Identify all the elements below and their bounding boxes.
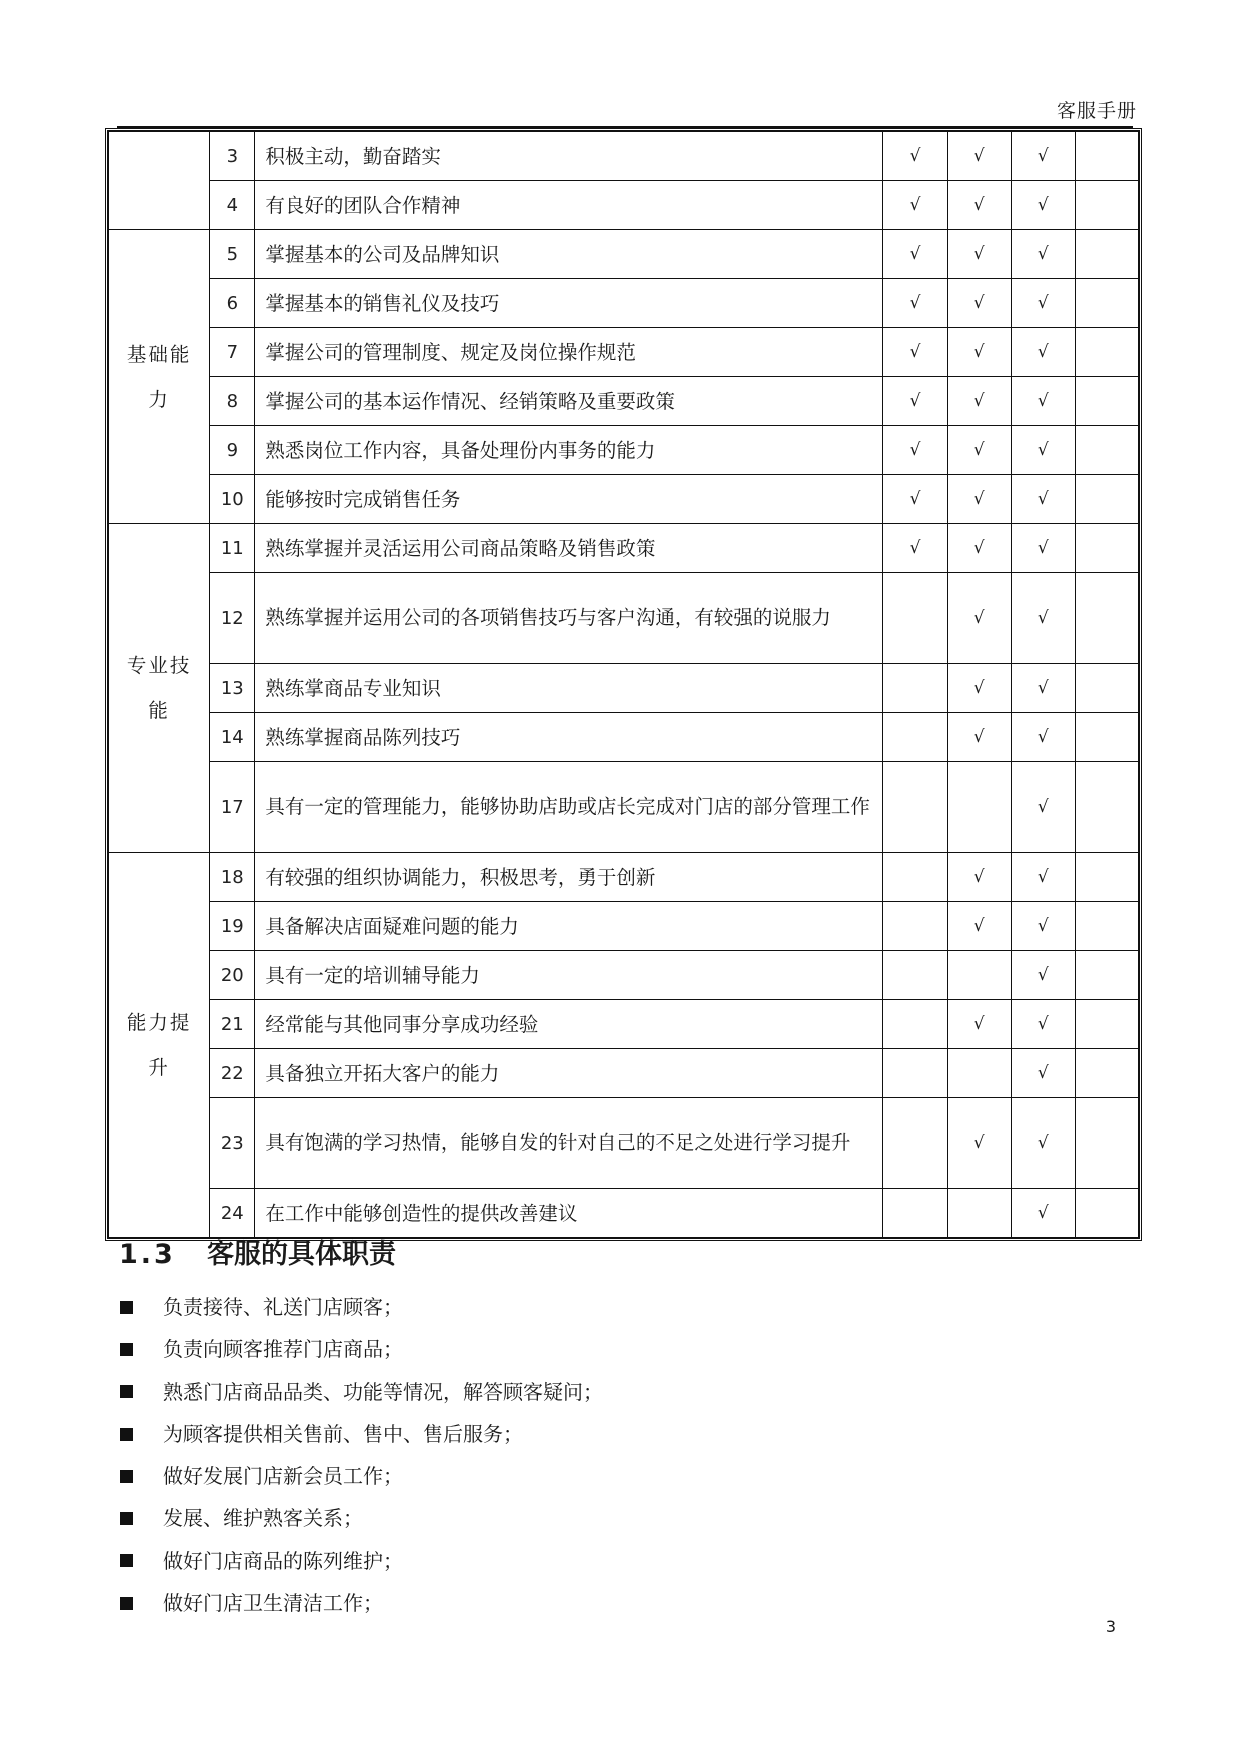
item-description: 积极主动，勤奋踏实 [255,132,883,181]
item-description: 熟练掌握并灵活运用公司商品策略及销售政策 [255,524,883,573]
check-cell-4 [1075,713,1138,762]
table-row [109,181,1139,230]
duty-item [119,1371,603,1413]
check-cell-2 [947,1189,1011,1238]
item-number: 24 [210,1189,255,1238]
check-cell-4 [1075,1098,1138,1189]
section-heading [119,1232,396,1271]
item-description: 具有一定的培训辅导能力 [255,951,883,1000]
check-cell-1 [883,1098,947,1189]
category-cell [109,132,210,230]
table-row [109,279,1139,328]
table-row [109,951,1139,1000]
item-number: 22 [210,1049,255,1098]
check-cell-3: √ [1011,951,1075,1000]
check-cell-1: √ [883,475,947,524]
table-row [109,426,1139,475]
check-cell-2: √ [947,377,1011,426]
duties-list [119,1286,603,1624]
item-description: 熟练掌商品专业知识 [255,664,883,713]
duty-text: 做好发展门店新会员工作； [163,1464,403,1489]
check-cell-1: √ [883,328,947,377]
check-cell-4 [1075,664,1138,713]
table-row [109,1049,1139,1098]
check-cell-3: √ [1011,902,1075,951]
check-cell-4 [1075,475,1138,524]
duty-item [119,1413,603,1455]
check-cell-3: √ [1011,426,1075,475]
section-title: 客服的具体职责 [207,1239,396,1270]
check-cell-1 [883,902,947,951]
item-description: 掌握公司的基本运作情况、经销策略及重要政策 [255,377,883,426]
duty-text: 发展、维护熟客关系； [163,1506,363,1531]
competency-table [105,128,1142,1241]
check-cell-1: √ [883,181,947,230]
check-cell-2: √ [947,524,1011,573]
item-number: 14 [210,713,255,762]
square-bullet-icon [120,1597,133,1610]
item-description: 有较强的组织协调能力，积极思考，勇于创新 [255,853,883,902]
item-description: 经常能与其他同事分享成功经验 [255,1000,883,1049]
check-cell-3: √ [1011,1189,1075,1238]
check-cell-2: √ [947,279,1011,328]
table-row [109,573,1139,664]
item-number: 8 [210,377,255,426]
item-number: 13 [210,664,255,713]
item-number: 11 [210,524,255,573]
item-number: 21 [210,1000,255,1049]
check-cell-3: √ [1011,1000,1075,1049]
item-description: 能够按时完成销售任务 [255,475,883,524]
square-bullet-icon [120,1385,133,1398]
item-description: 具备独立开拓大客户的能力 [255,1049,883,1098]
check-cell-3: √ [1011,1098,1075,1189]
table-row [109,132,1139,181]
item-number: 6 [210,279,255,328]
check-cell-3: √ [1011,181,1075,230]
check-cell-1 [883,1189,947,1238]
check-cell-1: √ [883,279,947,328]
check-cell-3: √ [1011,524,1075,573]
check-cell-2: √ [947,902,1011,951]
duty-item [119,1582,603,1624]
duty-text: 为顾客提供相关售前、售中、售后服务； [163,1421,523,1446]
check-cell-2: √ [947,713,1011,762]
check-cell-2 [947,951,1011,1000]
table-row [109,713,1139,762]
item-description: 具有一定的管理能力，能够协助店助或店长完成对门店的部分管理工作 [255,762,883,853]
check-cell-4 [1075,328,1138,377]
duty-item [119,1540,603,1582]
item-number: 17 [210,762,255,853]
check-cell-2: √ [947,475,1011,524]
check-cell-1: √ [883,524,947,573]
table-row [109,902,1139,951]
square-bullet-icon [120,1512,133,1525]
check-cell-3: √ [1011,573,1075,664]
table-row [109,1098,1139,1189]
check-cell-4 [1075,573,1138,664]
check-cell-2: √ [947,853,1011,902]
item-number: 10 [210,475,255,524]
check-cell-4 [1075,132,1138,181]
check-cell-2: √ [947,230,1011,279]
table-row [109,377,1139,426]
table-body [109,132,1139,1238]
duty-text: 负责接待、礼送门店顾客； [163,1295,403,1319]
item-number: 3 [210,132,255,181]
check-cell-1: √ [883,230,947,279]
item-number: 20 [210,951,255,1000]
item-description: 具备解决店面疑难问题的能力 [255,902,883,951]
check-cell-4 [1075,279,1138,328]
check-cell-1: √ [883,132,947,181]
check-cell-3: √ [1011,132,1075,181]
square-bullet-icon [120,1554,133,1567]
table-row [109,1000,1139,1049]
check-cell-3: √ [1011,713,1075,762]
check-cell-2: √ [947,132,1011,181]
category-cell: 能力提升 [109,853,210,1238]
item-description: 在工作中能够创造性的提供改善建议 [255,1189,883,1238]
check-cell-1 [883,573,947,664]
item-description: 熟练掌握并运用公司的各项销售技巧与客户沟通，有较强的说服力 [255,573,883,664]
check-cell-1 [883,664,947,713]
item-description: 掌握基本的销售礼仪及技巧 [255,279,883,328]
duty-text: 负责向顾客推荐门店商品； [163,1337,403,1362]
duty-text: 熟悉门店商品品类、功能等情况，解答顾客疑问； [163,1379,603,1404]
check-cell-3: √ [1011,475,1075,524]
table-row [109,664,1139,713]
section-number: 1.3 [119,1239,176,1270]
check-cell-3: √ [1011,664,1075,713]
square-bullet-icon [120,1470,133,1483]
check-cell-2 [947,1049,1011,1098]
item-number: 12 [210,573,255,664]
item-description: 具有饱满的学习热情，能够自发的针对自己的不足之处进行学习提升 [255,1098,883,1189]
check-cell-3: √ [1011,853,1075,902]
item-number: 23 [210,1098,255,1189]
check-cell-4 [1075,951,1138,1000]
check-cell-1: √ [883,377,947,426]
check-cell-2: √ [947,328,1011,377]
check-cell-3: √ [1011,1049,1075,1098]
check-cell-3: √ [1011,230,1075,279]
check-cell-4 [1075,1049,1138,1098]
table-row [109,230,1139,279]
square-bullet-icon [120,1428,133,1441]
category-cell: 专业技能 [109,524,210,853]
check-cell-3: √ [1011,328,1075,377]
check-cell-4 [1075,524,1138,573]
item-description: 有良好的团队合作精神 [255,181,883,230]
square-bullet-icon [120,1343,133,1356]
check-cell-1: √ [883,426,947,475]
duty-item [119,1328,603,1370]
check-cell-1 [883,853,947,902]
duty-item [119,1286,603,1328]
check-cell-2: √ [947,664,1011,713]
check-cell-4 [1075,426,1138,475]
duty-item [119,1497,603,1539]
check-cell-3: √ [1011,762,1075,853]
check-cell-2: √ [947,1000,1011,1049]
item-number: 7 [210,328,255,377]
running-header-title: 客服手册 [1056,100,1137,122]
item-number: 9 [210,426,255,475]
table-row [109,524,1139,573]
check-cell-4 [1075,1000,1138,1049]
check-cell-4 [1075,1189,1138,1238]
check-cell-1 [883,1000,947,1049]
item-number: 4 [210,181,255,230]
check-cell-4 [1075,902,1138,951]
check-cell-1 [883,762,947,853]
check-cell-2: √ [947,1098,1011,1189]
item-number: 19 [210,902,255,951]
check-cell-4 [1075,181,1138,230]
duty-text: 做好门店卫生清洁工作； [163,1591,383,1616]
check-cell-3: √ [1011,279,1075,328]
check-cell-4 [1075,762,1138,853]
table-row [109,853,1139,902]
check-cell-4 [1075,853,1138,902]
check-cell-2 [947,762,1011,853]
item-description: 掌握公司的管理制度、规定及岗位操作规范 [255,328,883,377]
check-cell-3: √ [1011,377,1075,426]
check-cell-2: √ [947,573,1011,664]
table-row [109,328,1139,377]
item-description: 熟悉岗位工作内容，具备处理份内事务的能力 [255,426,883,475]
item-description: 掌握基本的公司及品牌知识 [255,230,883,279]
duty-item [119,1455,603,1497]
check-cell-1 [883,951,947,1000]
duty-text: 做好门店商品的陈列维护； [163,1548,403,1573]
category-cell: 基础能力 [109,230,210,524]
check-cell-2: √ [947,426,1011,475]
page-number: 3 [1105,1617,1116,1636]
table-row [109,1189,1139,1238]
check-cell-2: √ [947,181,1011,230]
square-bullet-icon [120,1301,133,1314]
item-number: 5 [210,230,255,279]
table-row [109,762,1139,853]
check-cell-1 [883,713,947,762]
table-row [109,475,1139,524]
check-cell-4 [1075,377,1138,426]
check-cell-4 [1075,230,1138,279]
item-description: 熟练掌握商品陈列技巧 [255,713,883,762]
item-number: 18 [210,853,255,902]
check-cell-1 [883,1049,947,1098]
